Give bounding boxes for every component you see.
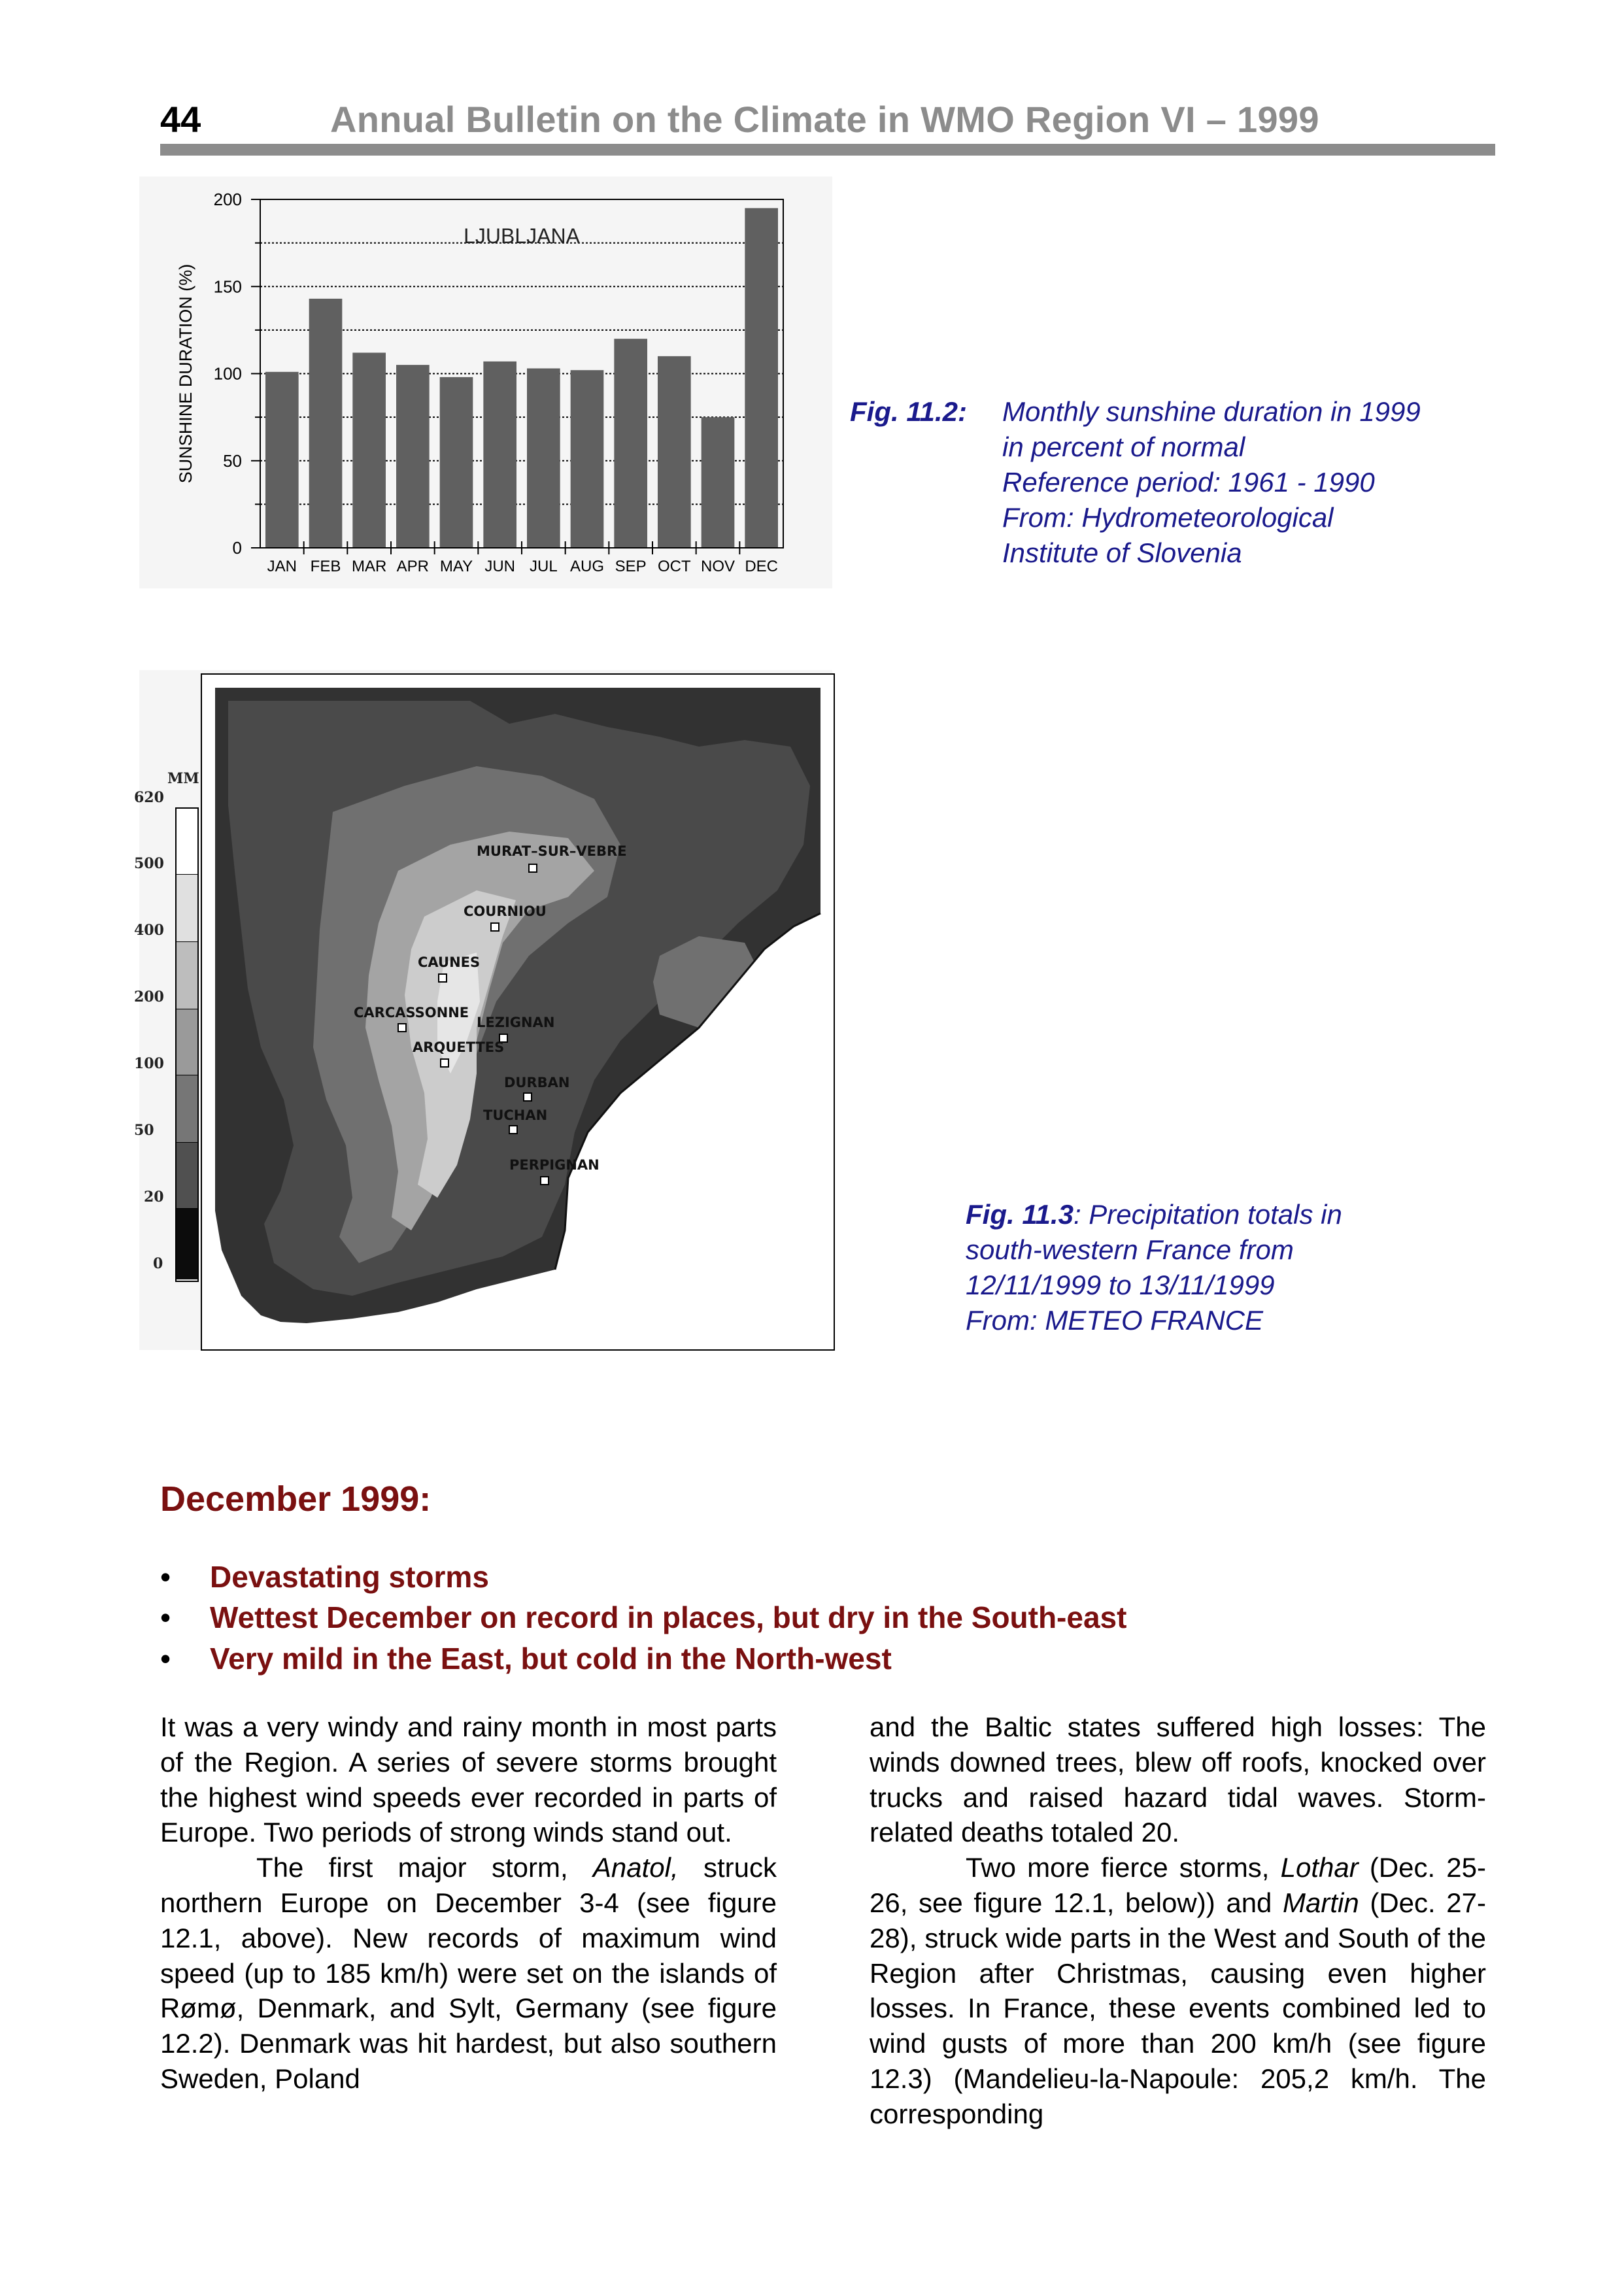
x-tick-label: MAR: [351, 558, 387, 575]
x-tick-label: OCT: [657, 558, 691, 575]
y-tick-label: 50: [223, 450, 242, 471]
x-tick-label: JUL: [529, 558, 558, 575]
x-tick-label: SEP: [615, 558, 647, 575]
page-number: 44: [160, 99, 201, 140]
map-label-lezignan: LEZIGNAN: [477, 1015, 555, 1030]
bar-aug: [571, 370, 604, 548]
bar-oct: [658, 356, 691, 548]
y-tick-label: 100: [213, 363, 242, 384]
header-rule: [160, 144, 1495, 156]
y-tick-label: 200: [213, 190, 242, 209]
map-label-tuchan: TUCHAN: [483, 1107, 548, 1123]
caption-line: Monthly sunshine duration in 1999: [1002, 396, 1421, 427]
y-tick-label: 150: [213, 277, 242, 297]
body-paragraph: and the Baltic states suffered high losses: The winds downed trees, blew off roofs, knocked over trucks and raised hazard tidal waves. Storm-related deaths totaled 20.: [870, 1712, 1486, 1848]
bar-jul: [527, 369, 560, 548]
bullet-symbol: •: [160, 1642, 171, 1676]
caption-line: south-western France from: [966, 1234, 1294, 1265]
bar-feb: [309, 299, 343, 548]
precipitation-map: [201, 673, 835, 1351]
body-column-left: [160, 1710, 777, 2097]
y-axis-label: SUNSHINE DURATION (%): [176, 263, 195, 484]
map-label-perpignan: PERPIGNAN: [509, 1157, 600, 1173]
bar-sep: [614, 339, 647, 548]
bar-mar: [352, 353, 386, 548]
legend-level: 620: [134, 789, 164, 806]
legend-level: 400: [134, 922, 164, 939]
body-column-right: [870, 1710, 1486, 2132]
x-tick-label: NOV: [700, 558, 736, 575]
fig-11-2-caption-label: Fig. 11.2:: [850, 396, 967, 427]
body-paragraph: The first major storm, Anatol, struck northern Europe on December 3-4 (see figure 12.1, above). New records of maximum wind speed (up to 185 km/h) were set on the islands of Rømø, Denmark, and Sylt, Germany (see figure 12.2). Denmark was hit hardest, but also southern Sweden, Poland: [160, 1852, 777, 2094]
bar-may: [440, 377, 473, 548]
x-tick-label: AUG: [569, 558, 605, 575]
chart-title: LJUBLJANA: [464, 224, 580, 248]
legend-level: 0: [153, 1255, 163, 1272]
legend-level: 100: [134, 1055, 164, 1072]
map-label-arquettes: ARQUETTES: [413, 1039, 505, 1055]
bar-dec: [745, 208, 778, 548]
fig-11-2-caption: [1002, 394, 1421, 571]
bar-apr: [396, 365, 430, 548]
map-label-durban: DURBAN: [504, 1075, 570, 1090]
y-tick-label: 0: [232, 538, 242, 558]
map-label-murat-sur-vebre: MURAT–SUR–VEBRE: [477, 843, 627, 859]
x-tick-label: JAN: [267, 558, 297, 575]
legend-level: 50: [134, 1122, 154, 1139]
caption-line: From: Hydrometeorological: [1002, 502, 1334, 533]
body-paragraph: It was a very windy and rainy month in most parts of the Region. A series of severe storms brought the highest wind speeds ever recorded in parts of Europe. Two periods of strong winds stand out.: [160, 1712, 777, 1848]
sunshine-bar-chart: [139, 177, 832, 588]
running-header-title: Annual Bulletin on the Climate in WMO Region VI – 1999: [330, 99, 1319, 140]
summary-bullet: • Very mild in the East, but cold in the North-west: [160, 1642, 892, 1676]
map-label-caunes: CAUNES: [418, 954, 481, 970]
x-tick-label: FEB: [310, 558, 341, 575]
caption-line: Institute of Slovenia: [1002, 537, 1242, 568]
bar-nov: [702, 417, 735, 548]
map-label-courniou: COURNIOU: [464, 903, 547, 919]
map-shading: [202, 675, 834, 1349]
section-title: December 1999:: [160, 1479, 431, 1519]
x-tick-label: MAY: [439, 558, 473, 575]
body-paragraph: Two more fierce storms, Lothar (Dec. 25-26, see figure 12.1, below)) and Martin (Dec. 27-28), struck wide parts in the West and South of the Region after Christmas, causing even higher losses. In France, these events combined led to wind gusts of more than 200 km/h (see figure 12.3) (Mandelieu-la-Napoule: 205,2 km/h. The corresponding: [870, 1852, 1487, 2129]
precipitation-legend-bar: [175, 807, 199, 1282]
legend-level: 20: [144, 1189, 164, 1206]
caption-line: Reference period: 1961 - 1990: [1002, 467, 1375, 498]
map-label-carcassonne: CARCASSONNE: [354, 1005, 469, 1020]
bar-jun: [483, 362, 516, 548]
bullet-symbol: •: [160, 1560, 171, 1594]
legend-level: 500: [134, 855, 164, 872]
caption-line-1: Fig. 11.3: Precipitation totals in: [966, 1199, 1342, 1230]
summary-bullet: • Devastating storms: [160, 1560, 489, 1594]
bullet-symbol: •: [160, 1600, 171, 1634]
x-tick-label: JUN: [484, 558, 516, 575]
caption-line: in percent of normal: [1002, 431, 1245, 462]
fig-11-3-caption: [966, 1197, 1342, 1338]
fig-11-3-caption-label: Fig. 11.3: [966, 1199, 1074, 1230]
x-tick-label: DEC: [745, 558, 779, 575]
legend-level: 200: [134, 988, 164, 1005]
summary-bullet: • Wettest December on record in places, but dry in the South-east: [160, 1600, 1127, 1634]
caption-line: 12/11/1999 to 13/11/1999: [966, 1270, 1275, 1300]
x-tick-label: APR: [396, 558, 430, 575]
legend-unit: MM: [167, 770, 199, 787]
bar-jan: [265, 372, 299, 548]
caption-line: From: METEO FRANCE: [966, 1305, 1264, 1336]
